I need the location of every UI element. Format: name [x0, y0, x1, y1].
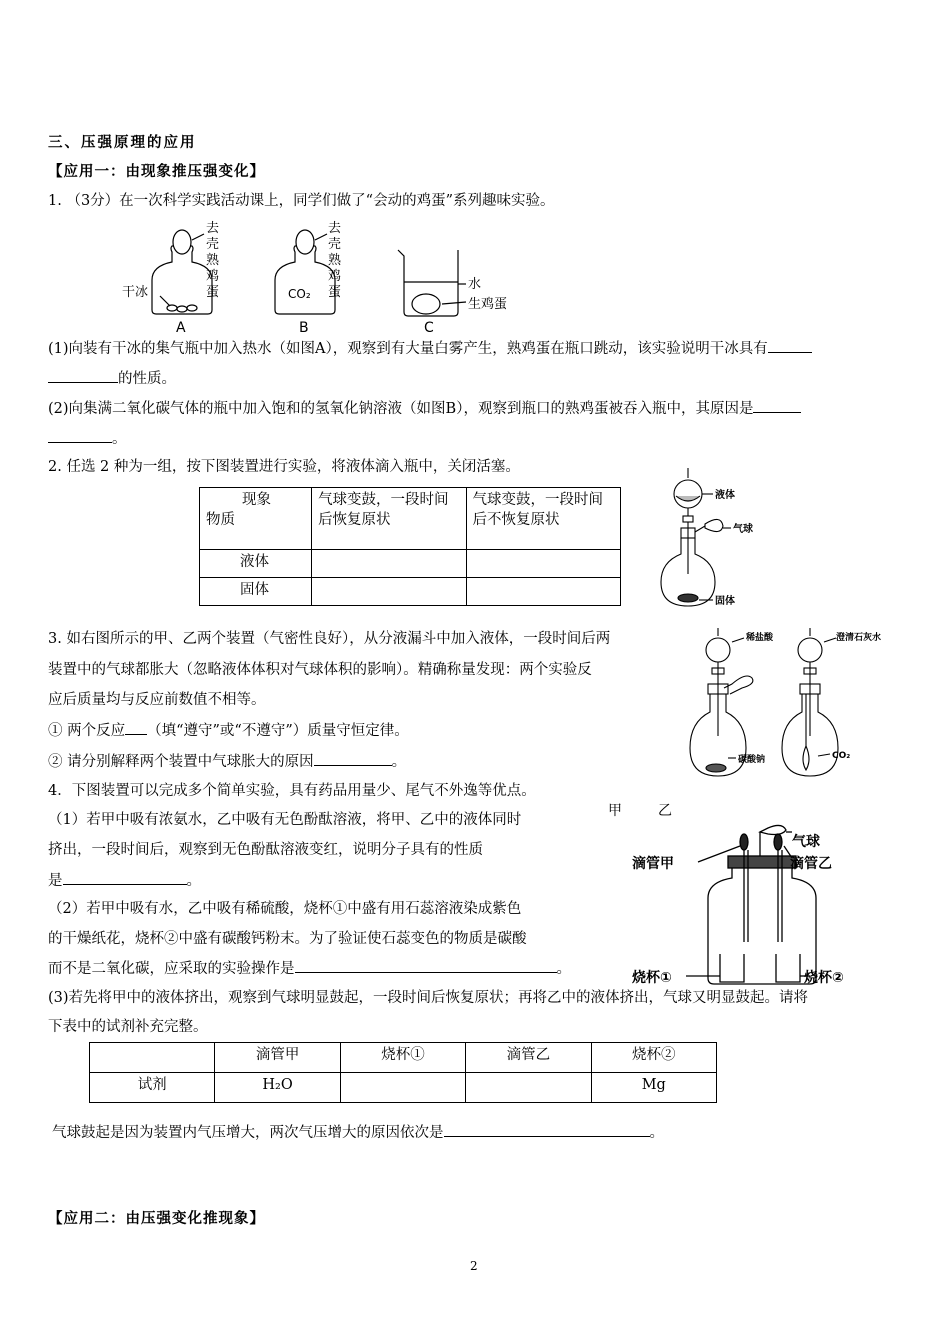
figure-c-beaker: [398, 250, 466, 316]
q4-table-row-label: 试剂: [90, 1073, 215, 1103]
svg-text:壳: 壳: [206, 237, 220, 252]
q3-sub2: ② 请分别解释两个装置中气球胀大的原因 。: [48, 751, 406, 772]
q4-table-header: 烧杯②: [591, 1043, 716, 1073]
figure-c-water: 水: [468, 277, 482, 292]
q1-part1-blank-cont[interactable]: [48, 368, 118, 383]
q2-cell[interactable]: [312, 578, 466, 606]
figure-a-label: A: [176, 320, 186, 336]
svg-text:蛋: 蛋: [206, 285, 220, 300]
q4-part2-line3: 而不是二氧化碳，应采取的实验操作是 。: [48, 958, 571, 979]
egg-experiment-figures: [120, 220, 520, 338]
q4-apparatus-figure: [632, 822, 856, 992]
q3-line1: 3. 如右图所示的甲、乙两个装置（气密性良好），从分液漏斗中加入液体，一段时间后两: [48, 631, 611, 647]
q1-intro: 1. （3分）在一次科学实践活动课上，同学们做了“会动的鸡蛋”系列趣味实验。: [48, 193, 555, 209]
application-two-heading: 【应用二：由压强变化推现象】: [48, 1211, 265, 1227]
q1-part2-line2: 。: [48, 428, 127, 449]
q1-part2-blank[interactable]: [753, 398, 801, 413]
q2-fig-liquid: 液体: [715, 490, 735, 501]
q2-row-solid: 固体: [200, 578, 312, 606]
figure-b-substance: CO₂: [288, 287, 311, 301]
q3-apparatus-figure: [686, 626, 886, 790]
q2-table-corner: 现象 物质: [200, 488, 312, 550]
q3-fig-co2: CO₂: [832, 751, 851, 761]
q1-part2-line1: (2)向集满二氧化碳气体的瓶中加入饱和的氢氧化钠溶液（如图B），观察到瓶口的熟鸡蛋被吞入瓶中，其原因是: [48, 398, 801, 419]
q4-final-blank[interactable]: [444, 1122, 650, 1137]
q4-part2-line2: 的干燥纸花，烧杯②中盛有碳酸钙粉末。为了验证使石蕊变色的物质是碳酸: [48, 931, 527, 947]
q2-cell[interactable]: [312, 550, 466, 578]
q4-part1-line3: 是 。: [48, 870, 201, 891]
q4-part3-line1: (3)若先将甲中的液体挤出，观察到气球明显鼓起，一段时间后恢复原状；再将乙中的液体挤出，气球又明显鼓起。请将: [48, 990, 809, 1006]
q4-fig-beaker2: 烧杯②: [804, 970, 844, 986]
q4-part3-line2: 下表中的试剂补充完整。: [48, 1019, 208, 1035]
q3-line2: 装置中的气球都胀大（忽略液体体积对气球体积的影响）。精确称量发现：两个实验反: [48, 662, 592, 678]
q4-table-header: 滴管乙: [466, 1043, 591, 1073]
q4-table-header: 烧杯①: [340, 1043, 465, 1073]
q1-part1-line1: (1)向装有干冰的集气瓶中加入热水（如图A），观察到有大量白雾产生，熟鸡蛋在瓶口跳动，该实验说明干冰具有: [48, 338, 812, 359]
q2-intro: 2. 任选 2 种为一组，按下图装置进行实验，将液体滴入瓶中，关闭活塞。: [48, 459, 520, 475]
q4-table-cell[interactable]: [466, 1073, 591, 1103]
q2-cell[interactable]: [466, 578, 620, 606]
q2-table: [199, 487, 621, 606]
figure-c-egg: 生鸡蛋: [468, 297, 508, 312]
q4-part1-line1: （1）若甲中吸有浓氨水，乙中吸有无色酚酞溶液，将甲、乙中的液体同时: [48, 812, 522, 828]
q3-sub1: ① 两个反应 （填“遵守”或“不遵守”）质量守恒定律。: [48, 720, 409, 741]
figure-a-substance: 干冰: [122, 285, 149, 300]
svg-text:去: 去: [328, 221, 342, 236]
svg-text:壳: 壳: [328, 237, 342, 252]
q3-sub1-blank[interactable]: [125, 720, 147, 735]
q2-fig-balloon: 气球: [733, 524, 753, 535]
figure-b-label: B: [299, 320, 309, 336]
q4-part2-blank[interactable]: [295, 958, 557, 973]
q3-fig-soda: 碳酸钠: [738, 755, 766, 765]
q3-fig-jia: 甲: [608, 803, 622, 819]
svg-text:蛋: 蛋: [328, 285, 342, 300]
q4-table-cell[interactable]: [340, 1073, 465, 1103]
figure-a-bottle: [152, 230, 212, 314]
q3-sub2-blank[interactable]: [314, 751, 392, 766]
q4-fig-beaker1: 烧杯①: [632, 970, 672, 986]
q4-fig-dropper-b: 滴管乙: [790, 856, 832, 872]
page-number: 2: [470, 1259, 478, 1273]
q2-fig-solid: 固体: [715, 596, 735, 607]
q4-intro: 4．下图装置可以完成多个简单实验，具有药品用量少、尾气不外逸等优点。: [48, 783, 536, 799]
svg-text:鸡: 鸡: [328, 269, 342, 284]
q3-fig-yi: 乙: [658, 803, 672, 819]
svg-text:熟: 熟: [328, 253, 342, 268]
q1-part1-blank[interactable]: [768, 338, 812, 353]
q4-table-header: [90, 1043, 215, 1073]
figure-b-bottle: [275, 230, 335, 314]
q4-fig-dropper-a: 滴管甲: [632, 856, 674, 872]
figure-a-egg-label-1: 去: [206, 221, 220, 236]
q4-part1-line2: 挤出，一段时间后，观察到无色酚酞溶液变红，说明分子具有的性质: [48, 842, 483, 858]
svg-text:鸡: 鸡: [206, 269, 220, 284]
q2-cell[interactable]: [466, 550, 620, 578]
q1-part2-blank-cont[interactable]: [48, 428, 112, 443]
q3-fig-limewater: 澄清石灰水: [836, 633, 882, 643]
svg-text:熟: 熟: [206, 253, 220, 268]
q3-fig-acid: 稀盐酸: [746, 633, 774, 643]
q3-line3: 应后质量均与反应前数值不相等。: [48, 692, 266, 708]
application-one-heading: 【应用一：由现象推压强变化】: [48, 164, 265, 180]
q4-table-cell: Mg: [591, 1073, 716, 1103]
q4-fig-balloon: 气球: [792, 834, 820, 850]
q4-table-cell: H₂O: [215, 1073, 340, 1103]
q2-col-restore: 气球变鼓，一段时间后恢复原状: [312, 488, 466, 550]
figure-c-label: C: [424, 320, 434, 336]
q4-part1-blank[interactable]: [63, 870, 187, 885]
q4-table: [89, 1042, 717, 1103]
q2-apparatus-figure: [655, 466, 775, 612]
q4-final: 气球鼓起是因为装置内气压增大，两次气压增大的原因依次是 。: [52, 1122, 664, 1143]
section-title: 三、压强原理的应用: [48, 135, 197, 151]
q2-row-liquid: 液体: [200, 550, 312, 578]
q1-part1-line2: 的性质。: [48, 368, 176, 389]
q4-part2-line1: （2）若甲中吸有水，乙中吸有稀硫酸，烧杯①中盛有用石蕊溶液染成紫色: [48, 901, 522, 917]
q2-col-no-restore: 气球变鼓，一段时间后不恢复原状: [466, 488, 620, 550]
q4-table-header: 滴管甲: [215, 1043, 340, 1073]
